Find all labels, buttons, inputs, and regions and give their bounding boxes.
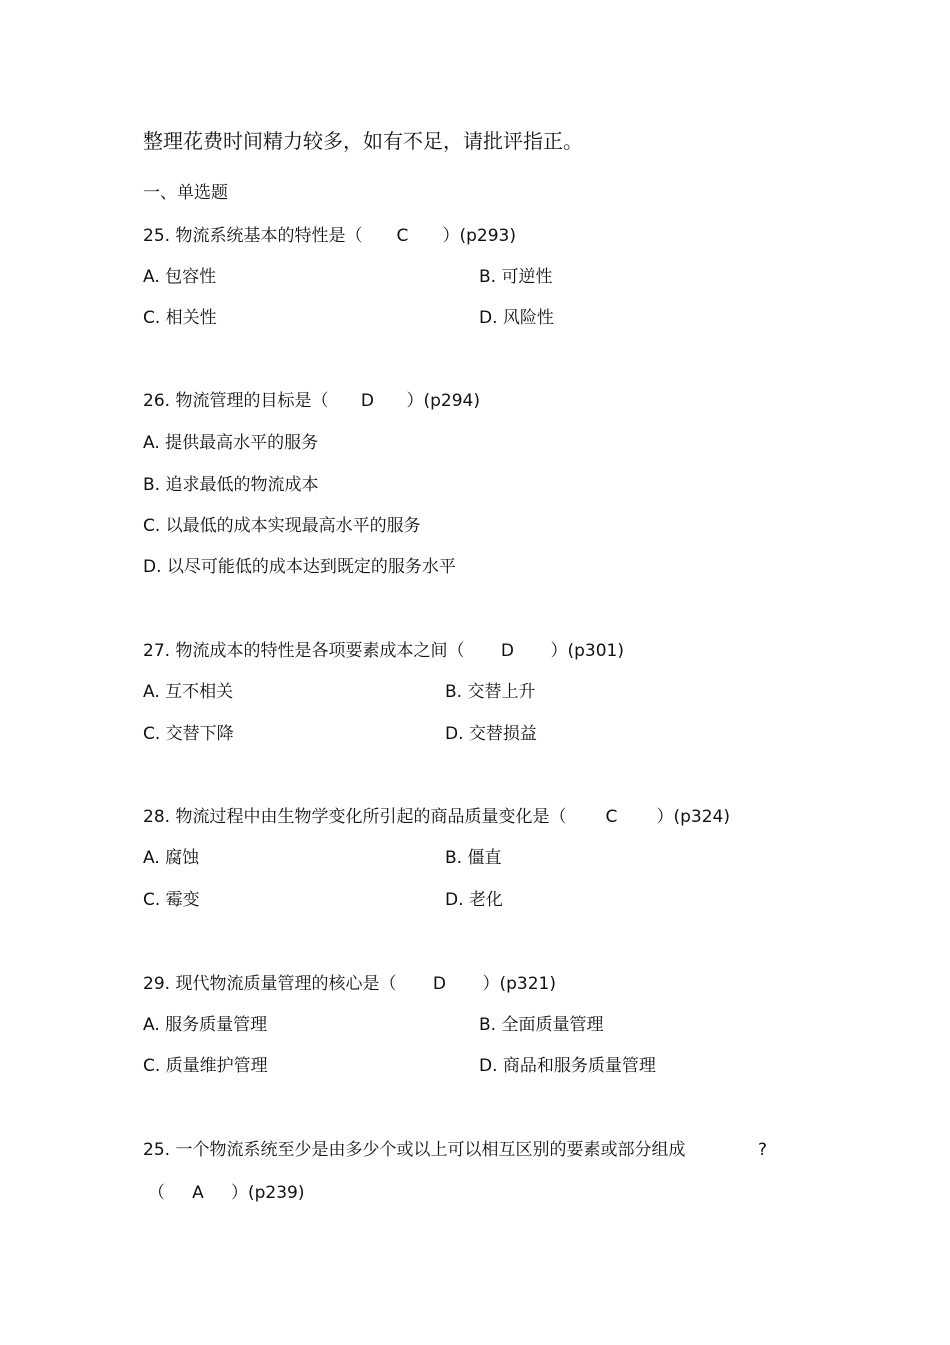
page-ref: ）(p239) [231,1183,305,1203]
question-text: 29. 现代物流质量管理的核心是（ [143,974,397,994]
question-text: 28. 物流过程中由生物学变化所引起的商品质量变化是（ [143,807,567,827]
answer-letter: D [500,641,514,661]
option-d: D. 以尽可能低的成本达到既定的服务水平 [143,557,456,577]
question-27 [143,640,624,662]
page-ref: ）(p324) [656,807,730,827]
option-d: D. 风险性 [479,308,554,328]
option-a: A. 服务质量管理 [143,1015,268,1035]
answer-letter: C [605,807,618,827]
page-ref: ）(p301) [550,641,624,661]
option-b: B. 僵直 [445,848,502,868]
option-b: B. 交替上升 [445,682,536,702]
option-c: C. 霉变 [143,890,200,910]
option-d: D. 交替损益 [445,724,537,744]
answer-letter: D [432,974,446,994]
question-25b: 25. 一个物流系统至少是由多少个或以上可以相互区别的要素或部分组成 [143,1140,686,1160]
question-26 [143,390,480,412]
question-25b-answer-line [148,1182,305,1204]
section-title: 一、单选题 [143,183,228,203]
option-c: C. 交替下降 [143,724,234,744]
option-a: A. 互不相关 [143,682,234,702]
question-25 [143,225,516,247]
answer-letter: D [360,391,374,411]
option-b: B. 可逆性 [479,267,553,287]
page-ref: ）(p294) [406,391,480,411]
option-c: C. 相关性 [143,308,217,328]
option-d: D. 商品和服务质量管理 [479,1056,656,1076]
option-a: A. 提供最高水平的服务 [143,433,319,453]
question-text: 25. 物流系统基本的特性是（ [143,226,363,246]
question-29 [143,973,556,995]
option-b: B. 全面质量管理 [479,1015,604,1035]
option-d: D. 老化 [445,890,503,910]
option-a: A. 包容性 [143,267,217,287]
page-ref: ）(p321) [482,974,556,994]
intro-note: 整理花费时间精力较多，如有不足，请批评指正。 [143,129,583,153]
option-c: C. 质量维护管理 [143,1056,268,1076]
question-28 [143,806,730,828]
answer-letter: A [192,1183,204,1203]
option-b: B. 追求最低的物流成本 [143,475,319,495]
option-c: C. 以最低的成本实现最高水平的服务 [143,516,421,536]
question-text: 27. 物流成本的特性是各项要素成本之间（ [143,641,465,661]
open-paren: （ [148,1183,165,1203]
answer-letter: C [396,226,409,246]
question-mark: ? [758,1140,768,1160]
option-a: A. 腐蚀 [143,848,200,868]
page-ref: ）(p293) [442,226,516,246]
question-text: 26. 物流管理的目标是（ [143,391,329,411]
